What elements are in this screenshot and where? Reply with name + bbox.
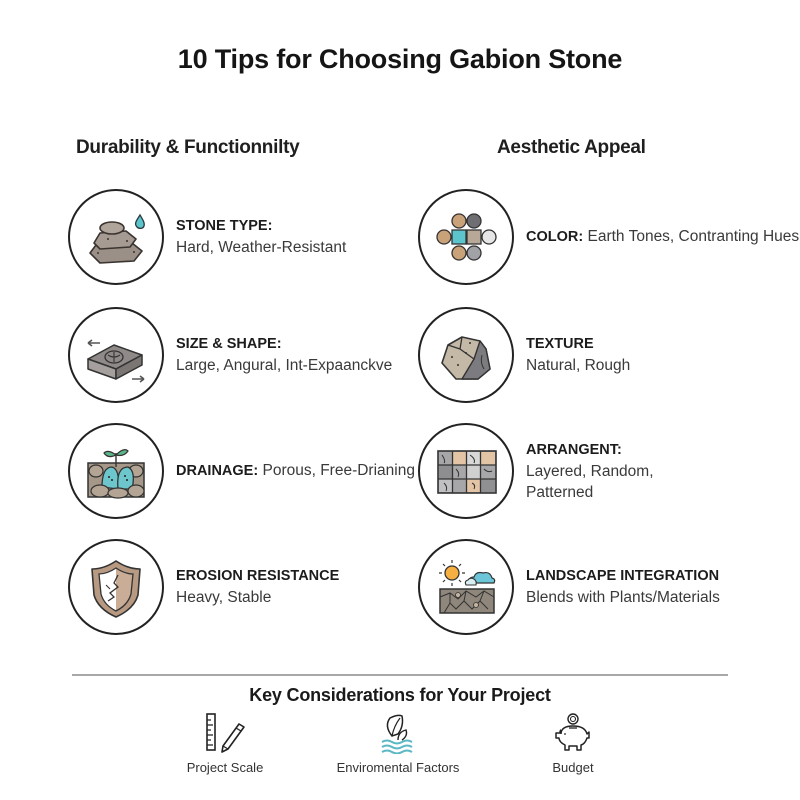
tip-drainage [68,423,415,519]
tip-landscape-integration [418,539,720,635]
tip-arrangement [418,423,676,519]
ruler-pencil-icon [203,712,247,754]
tip-texture [418,307,630,403]
tip-erosion-resistance [68,539,339,635]
tip-label: LANDSCAPE INTEGRATION [526,568,720,584]
consideration-project-scale [145,712,305,775]
tip-label: STONE TYPE: [176,218,273,234]
drainage-stones-sprout-icon [68,423,164,519]
tip-description: Large, Angural, Int-Expaanckve [176,357,393,374]
tip-description: Heavy, Stable [176,589,272,606]
stacked-stones-water-drop-icon [68,189,164,285]
tip-description: Blends with Plants/Materials [526,589,720,606]
tip-label: DRAINAGE: [176,463,259,479]
tip-description: Layered, Random, Patterned [526,462,654,501]
tip-label: EROSION RESISTANCE [176,568,340,584]
sun-cloud-wall-icon [418,539,514,635]
leaf-water-icon [376,712,420,754]
consideration-label: Enviromental Factors [336,760,460,775]
consideration-environmental-factors [318,712,478,775]
key-considerations-title: Key Considerations for Your Project [249,685,551,705]
tip-description: Hard, Weather-Resistant [176,239,347,256]
column-heading-aesthetic: Aesthetic Appeal [497,137,646,158]
tip-label: COLOR: [526,229,584,245]
color-swatches-icon [418,189,514,285]
tip-color [418,189,799,285]
consideration-label: Project Scale [186,760,264,775]
tip-label: ARRANGENT: [526,441,622,458]
consideration-budget [493,712,653,775]
tip-description: Porous, Free-Drianing [262,462,415,479]
stone-grid-icon [418,423,514,519]
piggy-bank-coin-icon [551,712,595,754]
cracked-shield-icon [68,539,164,635]
tip-size-shape [68,307,392,403]
section-divider [72,674,728,676]
column-heading-durability: Durability & Functionnilty [76,137,300,158]
tip-description: Earth Tones, Contranting Hues [587,228,800,245]
rough-rock-icon [418,307,514,403]
tip-label: TEXTURE [526,336,594,352]
tip-description: Natural, Rough [526,357,631,374]
infographic-title: 10 Tips for Choosing Gabion Stone [177,44,623,74]
tip-label: SIZE & SHAPE: [176,336,282,352]
consideration-label: Budget [552,760,594,775]
stone-block-arrows-icon [68,307,164,403]
tip-stone-type [68,189,346,285]
